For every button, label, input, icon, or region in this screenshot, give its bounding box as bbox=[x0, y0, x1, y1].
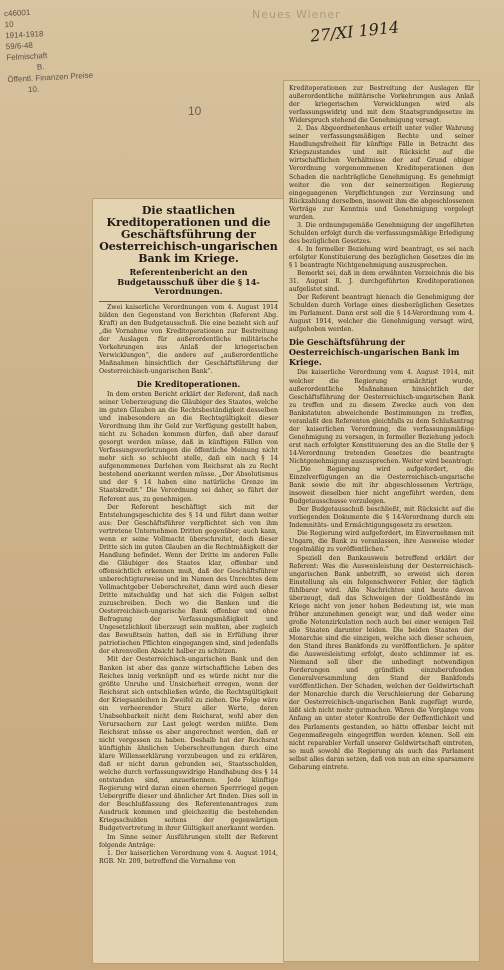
article-paragraph: Kreditoperationen zur Bestreitung der Auslagen für außerordentliche militärische Vorkehrungen aus Anlaß der kriegerischen Verwicklungen wird als verfassungswidrig und mit dem Staatsgrundgesetze im Widerspruch stehend die Genehmigung versagt. bbox=[289, 85, 474, 125]
article-paragraph: Im Sinne seiner Ausführungen stellt der Referent folgende Anträge: bbox=[99, 833, 278, 849]
article-paragraph: Zwei kaiserliche Verordnungen vom 4. August 1914 bilden den Gegenstand von Berichten (Referent Abg. Kraft) an den Budgetausschuß. Die eine bezieht sich auf „die Vornahme von Kreditoperationen zur Bestreitung der Auslagen für außerordentliche militärische Vorkehrungen aus Anlaß der kriegerischen Verwicklungen“, die andere auf „außerordentliche Maßnahmen hinsichtlich der Geschäftsführung der Oesterreichisch-ungarischen Bank“. bbox=[99, 303, 278, 375]
newspaper-stamp: Neues Wiener bbox=[252, 8, 341, 21]
article-paragraph: Der Referent beantragt hienach die Genehmigung der Schulden durch Vorlage eines diesbezüglichen Gesetzes im Parlament. Dann erst soll die § 14-Verordnung vom 4. August 1914, welcher die Genehmigung versagt wird, aufgehoben werden. bbox=[289, 294, 474, 334]
note-line: 10. bbox=[27, 84, 40, 95]
article-paragraph: In dem ersten Bericht erklärt der Referent, daß nach seiner Ueberzeugung die Gläubiger des Staates, welche im guten Glauben an die Rechtsbeständigkeit desselben und insbesondere an die Rechtsgültigkeit dieser Verordnung ihm ihr Geld zur Verfügung gestellt haben, nicht zu Schaden kommen dürfen, daß aber darauf gesorgt werden müsse, daß in künftigen Fällen von Verfassungsverletzungen die öffentliche Meinung nicht mehr sich so schlecht stelle, daß ein nach § 14 aufgenommenes Darlehen vom Reichsrat als zu Recht bestehend anerkannt werden müsse. „Der Absolutismus und der § 14 haben eine natürliche Grenze im Staatskredit.“ Die Verordnung sei daher, so führt der Referent aus, zu genehmigen. bbox=[99, 390, 278, 503]
note-line: 59/6-48 bbox=[5, 40, 34, 52]
handwritten-date: 27/XI 1914 bbox=[309, 17, 401, 46]
note-line: c46001 bbox=[3, 7, 31, 19]
note-line: 1914-1918 bbox=[4, 29, 44, 41]
article-paragraph: Bemerkt sei, daß in dem erwähnten Verzeichnis die bis 31. August R. J. durchgeführten Kreditoperationen aufgelistet sind. bbox=[289, 270, 474, 294]
article-paragraph: Der Referent beschäftigt sich mit der Entstehungsgeschichte des § 14 und führt dann weiter aus: Der Geschäftsführer verpflichtet sich von ihm vertretene Unternehmen Dritten gegenüber; auch kann, wenn er seine Vollmacht überschreitet, doch dieser Dritte sich im guten Glauben an die Rechtmäßigkeit der Handlung befindet. Wenn der Dritte im anderen Falle die Gläubiger des Staates klar, offenbar und offensichtlich erkennen muß, daß der Geschäftsführer unberechtigterweise und im Namen des Unrechtes dem Vollmachtgeber Ueberschreitet, dann wird auch dieser Dritte mitschuldig und hat sich die Folgen selbst zuzuschreiben. Doch wo die Banken und die Oesterreichisch-ungarische Bank offenbar und ohne Befragung der Verfassungsmäßigkeit und Ungesetzlichkeit überzeugt sein mußten, aber zugleich das Bewußtsein hatten, daß sie in Erfüllung ihrer patriotischen Pflichten eingegangen sind, sind jedenfalls der ehrenvollen Absicht halber zu schützen. bbox=[99, 503, 278, 656]
article-paragraph: „Die Regierung wird aufgefordert, die Einzelverfügungen an die Oesterreichisch-ungarische Bank sowie die mit ihr abgeschlossenen Verträge, insoweit dieselben hier nicht angeführt werden, dem Budgetausschusse vorzulegen. bbox=[289, 466, 474, 506]
note-line: B. bbox=[36, 62, 45, 72]
note-line: Felmischaft bbox=[6, 51, 48, 63]
article-paragraph: 3. Die ordnungsgemäße Genehmigung der angeführten Schulden erfolgt durch die verfassungsmäßige Erledigung des bezüglichen Gesetzes. bbox=[289, 221, 474, 245]
article-paragraph: Speziell den Bankausweis betreffend erklärt der Referent: Was die Ausweisleistung der Oesterreichisch-ungarischen Bank anbetrifft, so erweist sich deren Einstellung als ein folgenschwerer Fehler, der täglich fühlbarer wird. Alle Nachrichten sind heute davon überzeugt, daß das Schweigen der Goldbestände im Kriege nicht von jener hohen Bedeutung ist, wie man früher anzunehmen geneigt war, und daß weder eine große Notenzirkulation noch auch bei einer wenigen Teil alle Staaten darunter leiden. Die beiden Staaten der Monarchie sind die einzigen, welche sich dieser scheuen, den Stand ihres Bankfonds zu veröffentlichen. Je später die Ausweisleistung erfolgt, desto schlimmer ist es. Niemand soll über die unbedingt notwendigen Forderungen und gründlich einzuberufenden Generalversammlung den Stand der Bankfonds veröffentlichen. Der Schaden, welchen der Geldwirtschaft der Monarchie durch die Verschleierung der Gebarung der Oesterreichisch-ungarischen Bank zugefügt wurde, läßt sich nicht mehr gutmachen. Wären die Vorgänge vom Anfang an unter steter Kontrolle der Oeffentlichkeit und des Parlaments gestanden, so hätte offenbar leicht mit Gegenmaßregeln eingegriffen werden können. Soll ein nicht reparabler Verfall unserer Geldwirtschaft eintreten, so muß sowohl die Regierung als auch das Parlament selbst alles daran setzen, daß von nun an eine sparsamere Gebarung eintrete. bbox=[289, 554, 474, 771]
clipping-right-column bbox=[283, 80, 480, 962]
divider bbox=[99, 301, 278, 302]
article-paragraph: Die kaiserliche Verordnung vom 4. August 1914, mit welcher die Regierung ermächtigt wurde, außerordentliche Maßnahmen hinsichtlich der Geschäftsführung der Oesterreichisch-ungarischen Bank zu treffen und zu diesem Zwecke auch von den Bankstatuten abweichende Bestimmungen zu treffen, veranlaßt den Referenten gleichfalls zu dem Schlußantrag der kaiserlichen Verordnung, die verfassungsmäßige Genehmigung zu versagen, in formeller Beziehung jedoch erst nach erfolgter Konstituierung des an die Stelle der § 14-Verordnung tretenden Gesetzes die beantragte Nichtgenehmigung auszusprechen. Weiter wird beantragt: bbox=[289, 369, 474, 465]
page-number: 10 bbox=[188, 104, 202, 118]
section-heading: Die Geschäftsführung der Oesterreichisch-ungarischen Bank im Kriege. bbox=[289, 337, 460, 368]
note-line: Öffentl. Finanzen Preise bbox=[7, 70, 94, 85]
article-subheadline: Referentenbericht an den Budgetausschuß über die § 14-Verordnungen. bbox=[117, 267, 260, 296]
article-paragraph: 2. Das Abgeordnetenhaus erteilt unter voller Wahrung seiner verfassungsmäßigen Rechte und seiner Handlungsfreiheit für künftige Fälle in Betracht des Kriegszustandes und mit Rücksicht auf die wirtschaftlichen Verhältnisse der auf Grund obiger Verordnung vorgenommenen Kreditoperationen den Schaden die nachträgliche Genehmigung. Es genehmigt weiter die von der seinerzeitigen Regierung eingegangenen Verpflichtungen zur Verzinsung und Rückzahlung derselben, insoweit ihm die abgeschlossenen Verträge zur Kenntnis und Genehmigung vorgelegt wurden. bbox=[289, 125, 474, 221]
article-paragraph: Mit der Oesterreichisch-ungarischen Bank und den Banken ist aber das ganze wirtschaftliche Leben des Reiches innig verknüpft und es würde nicht nur die größte Unruhe und Unsicherheit erregen, wenn der Reichsrat sich entschließen würde, die Rechtsgültigkeit der Kriegsanleihen in Zweifel zu ziehen. Die Folge wäre ein verheerender Sturz aller Werte, deren Unabsehbarkeit nicht dem Reichsrat, wohl aber den Verursachern zur Last gelegt werden müßte. Dem Reichsrat müsse es aber angerechnet werden, daß er nicht vergessen zu haben. Deshalb hat der Reichsrat künftighin ähnlichen Ueberschreitungen durch eine klare Willenserklärung vorzubeugen und zu erklären, daß er nicht daran gebunden sei, Staatsschulden, welche durch verfassungswidrige Handhabung des § 14 entstanden sind, anzuerkennen. Jede künftige Regierung wird daran einen ehernen Sperrriegel gegen Uebergriffe dieser und ähnlicher Art finden. Dies soll in der Beschlußfassung des Referentenantrages zum Ausdruck kommen und gleichzeitig die bestehenden Kriegsschulden seitens der gegenwärtigen Budgetvertretung in ihrer Gültigkeit anerkannt werden. bbox=[99, 656, 278, 833]
article-paragraph: 1. Der kaiserlichen Verordnung vom 4. August 1914, RGB. Nr. 209, betreffend die Vornahme von bbox=[99, 849, 278, 865]
article-paragraph: Der Budgetausschuß beschließt, mit Rücksicht auf die vorliegenden Dokumente die § 14-Verordnung durch ein Indemnitäts- und Ermächtigungsgesetz zu ersetzen. bbox=[289, 506, 474, 530]
note-line: 10 bbox=[4, 19, 14, 30]
article-paragraph: Die Regierung wird aufgefordert, im Einvernehmen mit Ungarn, die Bank zu veranlassen, ihre Ausweise wieder regelmäßig zu veröffentlichen.“ bbox=[289, 530, 474, 554]
article-headline: Die staatlichen Kreditoperationen und die Geschäftsführung der Oesterreichisch-ungarischen Bank im Kriege. bbox=[99, 204, 278, 265]
clipping-left-column bbox=[92, 198, 285, 964]
handwritten-notes bbox=[4, 4, 92, 96]
section-heading: Die Kreditoperationen. bbox=[136, 378, 241, 389]
article-paragraph: 4. In formeller Beziehung wird beantragt, es sei nach erfolgter Konstituierung des bezüglichen Gesetzes die im § 1 beantragte Nichtgenehmigung auszusprechen. bbox=[289, 245, 474, 270]
